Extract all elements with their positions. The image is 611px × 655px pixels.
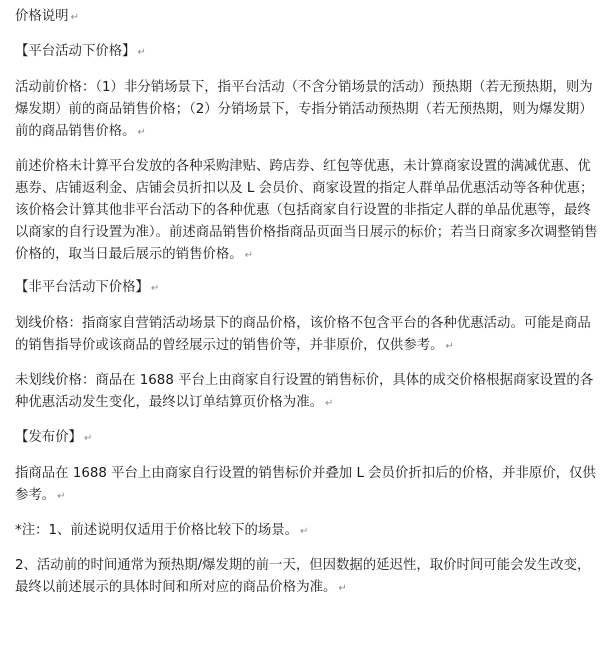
note-1: *注：1、前述说明仅适用于价格比较下的场景。 ↵ — [15, 520, 603, 543]
paragraph-mark-icon — [245, 250, 253, 261]
paragraph-price-calculation: 前述价格未计算平台发放的各种采购津贴、跨店券、红包等优惠，未计算商家设置的满减优惠、优惠券、店铺返利金、店铺会员折扣以及 L 会员价、商家设置的指定人群单品优惠活动等各种优惠；该价格会计算其他非平台活动下的各种优惠（包括商家自行设置的非指定人群的单品优惠等，最终以商家的自行设置为准）。前述商品销售价格指商品页面当日展示的标价；若当日商家多次调整销售价格的，取当日最后展示的销售价格。 ↵ — [15, 156, 603, 267]
paragraph-mark-icon — [300, 526, 308, 537]
section-heading-non-platform-activity: 【非平台活动下价格】 ↵ — [15, 277, 603, 300]
paragraph-mark-icon — [71, 12, 79, 23]
paragraph-mark-icon — [338, 583, 346, 594]
paragraph-non-strikethrough-price: 未划线价格：商品在 1688 平台上由商家自行设置的销售标价，具体的成交价格根据商家设置的各种优惠活动发生变化，最终以订单结算页价格为准。 ↵ — [15, 370, 603, 415]
paragraph-pre-activity-price: 活动前价格：（1）非分销场景下，指平台活动（不含分销场景的活动）预热期（若无预热期，则为爆发期）前的商品销售价格；（2）分销场景下，专指分销活动预热期（若无预热期，则为爆发期）前的商品销售价格。 ↵ — [15, 77, 603, 144]
paragraph-mark-icon — [57, 491, 65, 502]
paragraph-mark-icon — [325, 398, 333, 409]
paragraph-mark-icon — [151, 283, 159, 294]
paragraph-strikethrough-price: 划线价格：指商家自营销活动场景下的商品价格，该价格不包含平台的各种优惠活动。可能是商品的销售指导价或该商品的曾经展示过的销售价等，并非原价，仅供参考。 ↵ — [15, 313, 603, 358]
paragraph-mark-icon — [84, 433, 92, 444]
paragraph-mark-icon — [138, 127, 146, 138]
paragraph-mark-icon — [138, 47, 146, 58]
section-heading-published-price: 【发布价】 ↵ — [15, 427, 603, 450]
document-title: 价格说明 ↵ — [15, 6, 603, 29]
paragraph-mark-icon — [446, 341, 454, 352]
section-heading-platform-activity: 【平台活动下价格】 ↵ — [15, 41, 603, 64]
paragraph-published-price: 指商品在 1688 平台上由商家自行设置的销售标价并叠加 L 会员价折扣后的价格，并非原价，仅供参考。 ↵ — [15, 463, 603, 508]
note-2: 2、活动前的时间通常为预热期/爆发期的前一天，但因数据的延迟性，取价时间可能会发生改变，最终以前述展示的具体时间和所对应的商品价格为准。 ↵ — [15, 555, 603, 600]
